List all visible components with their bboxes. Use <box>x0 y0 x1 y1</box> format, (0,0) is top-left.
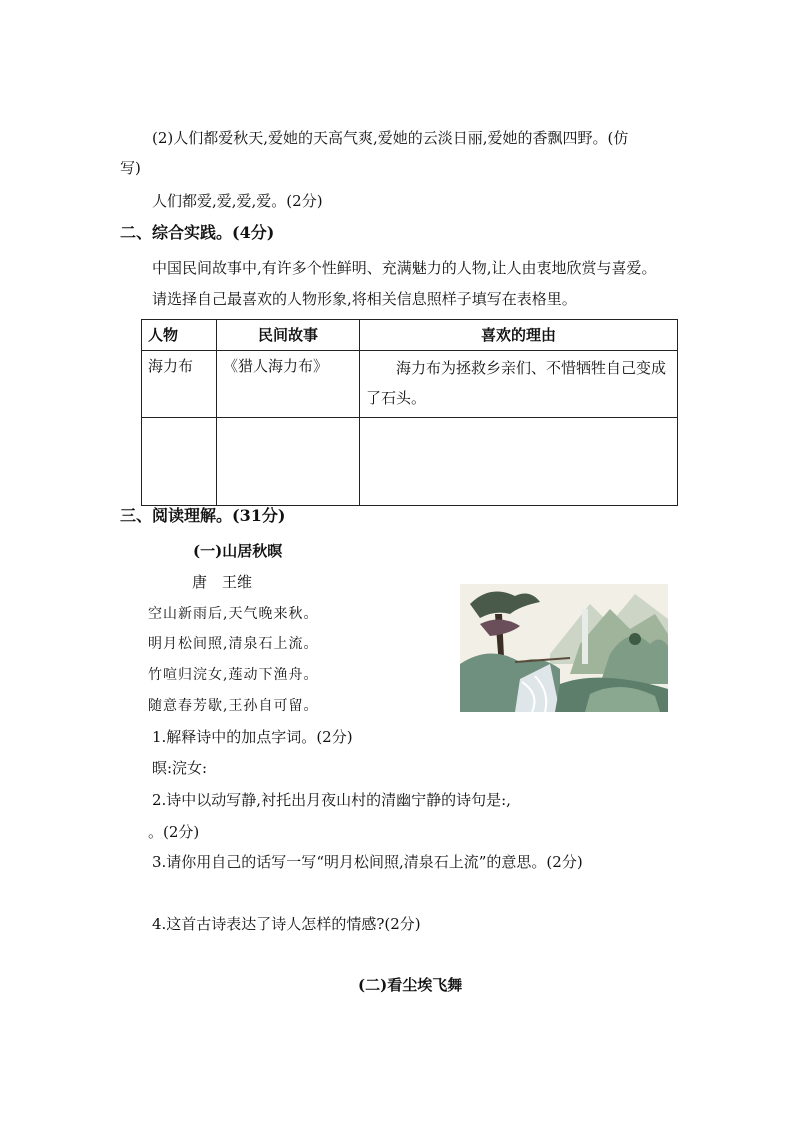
poem-line: 空山新雨后,天气晚来秋。 <box>148 606 319 622</box>
cell-story: 《猎人海力布》 <box>217 351 360 418</box>
header-person: 人物 <box>142 320 217 351</box>
question-3: 3.请你用自己的话写一写“明月松间照,清泉石上流”的意思。(2分) <box>152 853 583 871</box>
part-2-title: (二)看尘埃飞舞 <box>358 976 463 994</box>
question-2-answer-line: 人们都爱,爱,爱,爱。(2分) <box>152 192 323 210</box>
character-table <box>141 319 678 506</box>
blank-reason-cell[interactable] <box>360 418 678 506</box>
blank-person-cell[interactable] <box>142 418 217 506</box>
blank-story-cell[interactable] <box>217 418 360 506</box>
poem-title: (一)山居秋暝 <box>193 542 283 560</box>
section-2-intro: 中国民间故事中,有许多个性鲜明、充满魅力的人物,让人由衷地欣赏与喜爱。 <box>152 259 657 277</box>
landscape-painting <box>460 584 668 712</box>
poem-line: 随意春芳歇,王孙自可留。 <box>148 698 319 714</box>
header-story: 民间故事 <box>217 320 360 351</box>
cell-person: 海力布 <box>142 351 217 418</box>
question-2-prompt: (2)人们都爱秋天,爱她的天高气爽,爱她的云淡日丽,爱她的香飘四野。(仿 <box>152 129 629 147</box>
question-2: 2.诗中以动写静,衬托出月夜山村的清幽宁静的诗句是:, <box>152 791 511 809</box>
poem-line: 竹喧归浣女,莲动下渔舟。 <box>148 667 319 683</box>
reason-text: 海力布为拯救乡亲们、不惜牺牲自己变成了石头。 <box>366 359 667 407</box>
header-reason: 喜欢的理由 <box>360 320 678 351</box>
question-4: 4.这首古诗表达了诗人怎样的情感?(2分) <box>152 915 421 933</box>
cell-reason <box>360 351 678 418</box>
section-3-heading: 三、阅读理解。(31分) <box>120 506 286 525</box>
section-2-heading: 二、综合实践。(4分) <box>120 223 275 242</box>
question-2-answer-end: 。(2分) <box>148 823 200 841</box>
question-2-prompt-cont: 写) <box>120 159 141 177</box>
question-1-words: 暝:浣女: <box>152 759 208 777</box>
poem-author: 唐 王维 <box>192 573 253 591</box>
poem-line: 明月松间照,清泉石上流。 <box>148 636 319 652</box>
section-2-instruction: 请选择自己最喜欢的人物形象,将相关信息照样子填写在表格里。 <box>152 290 577 308</box>
question-1: 1.解释诗中的加点字词。(2分) <box>152 728 353 746</box>
